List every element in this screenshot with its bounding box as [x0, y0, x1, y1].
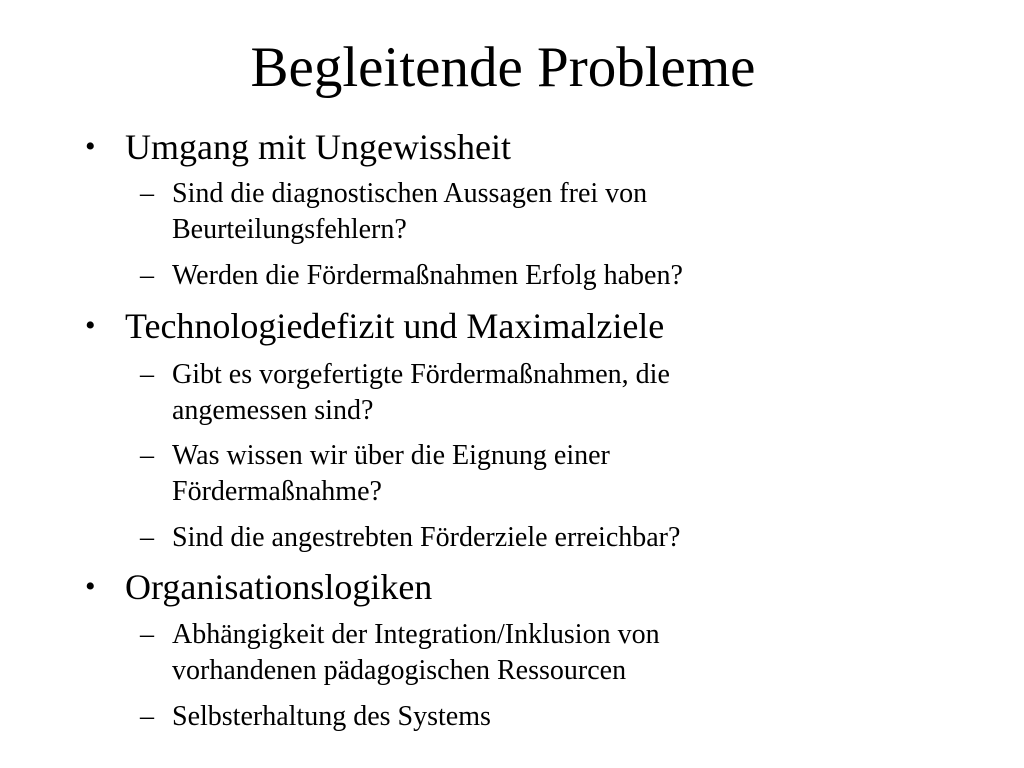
bullet-text: Technologiedefizit und Maximalziele: [125, 306, 665, 346]
sub-bullet-line: Was wissen wir über die Eignung einer: [172, 440, 610, 471]
dash-icon: –: [140, 359, 154, 390]
bullet-icon: •: [85, 570, 96, 603]
sub-bullet-line: Gibt es vorgefertigte Fördermaßnahmen, die: [172, 359, 670, 390]
sub-bullet-line: Fördermaßnahme?: [172, 476, 382, 507]
sub-bullet-line: Werden die Fördermaßnahmen Erfolg haben?: [172, 260, 683, 291]
dash-icon: –: [140, 522, 154, 553]
dash-icon: –: [140, 619, 154, 650]
sub-bullet-line: angemessen sind?: [172, 395, 374, 426]
dash-icon: –: [140, 701, 154, 732]
bullet-text: Organisationslogiken: [125, 567, 433, 607]
dash-icon: –: [140, 178, 154, 209]
bullet-text: Umgang mit Ungewissheit: [125, 127, 511, 167]
sub-bullet-line: Beurteilungsfehlern?: [172, 214, 407, 245]
sub-bullet-line: vorhandenen pädagogischen Ressourcen: [172, 655, 627, 686]
bullet-icon: •: [85, 309, 96, 342]
sub-bullet-line: Sind die diagnostischen Aussagen frei von: [172, 178, 648, 209]
dash-icon: –: [140, 260, 154, 291]
bullet-icon: •: [85, 130, 96, 163]
sub-bullet-line: Sind die angestrebten Förderziele erreichbar?: [172, 522, 681, 553]
dash-icon: –: [140, 440, 154, 471]
sub-bullet-line: Abhängigkeit der Integration/Inklusion von: [172, 619, 660, 650]
slide-title: Begleitende Probleme: [250, 36, 756, 99]
sub-bullet-line: Selbsterhaltung des Systems: [172, 701, 491, 732]
